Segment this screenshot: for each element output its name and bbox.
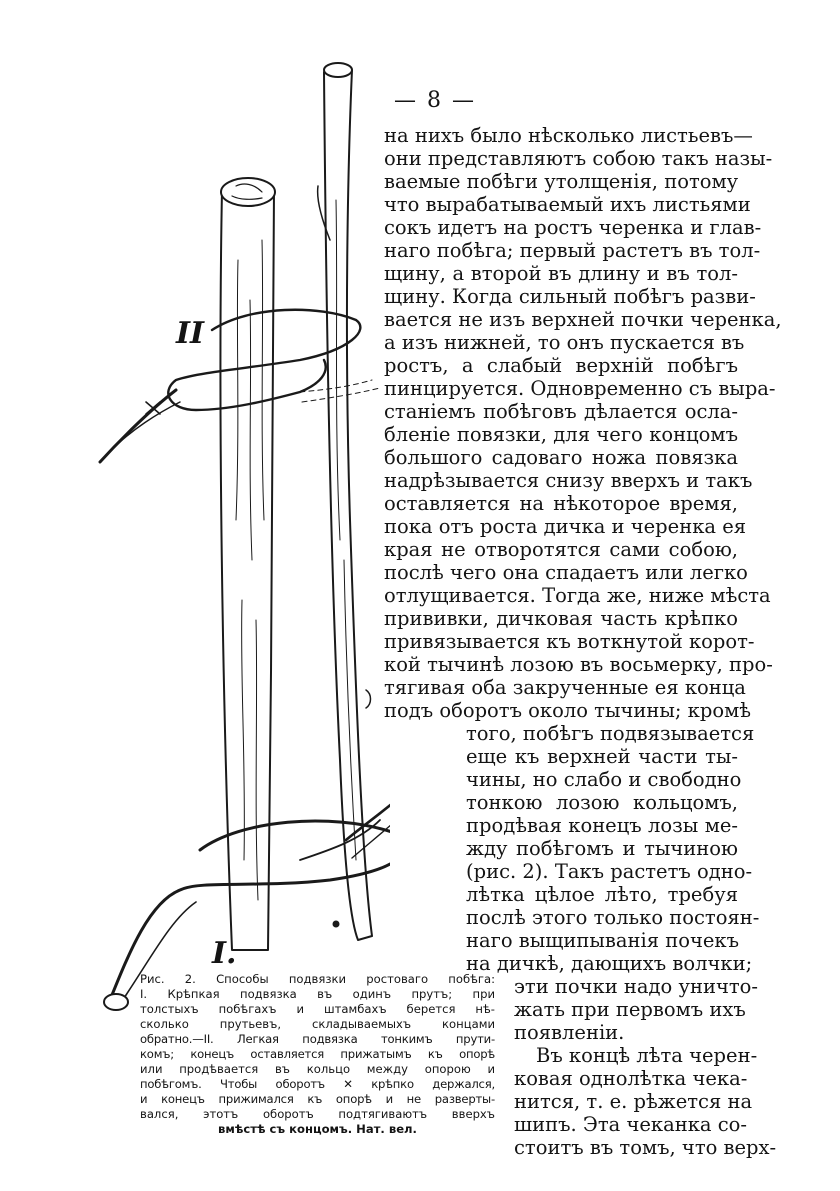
body-text-line: отлущивается. Тогда же, ниже мѣста — [384, 584, 771, 607]
body-text-line: появленіи. — [514, 1021, 625, 1044]
caption-line: и конецъ прижимался къ опорѣ и не разверты- — [140, 1092, 495, 1106]
body-text-line: тягивая оба закрученные ея конца — [384, 676, 746, 699]
body-text-line: ростъ, а слабый верхній побѣгъ — [384, 354, 738, 377]
figure-label-ii: II — [176, 316, 205, 351]
body-text-line: чины, но слабо и свободно — [466, 768, 742, 791]
caption-line: комъ; конецъ оставляется прижатымъ къ опорѣ — [140, 1047, 495, 1061]
body-text-line: того, побѣгъ подвязывается — [466, 722, 755, 745]
body-text-line: жду побѣгомъ и тычиною — [466, 837, 738, 860]
body-text-line: прививки, дичковая часть крѣпко — [384, 607, 738, 630]
shoot-top — [324, 63, 352, 77]
body-text-line: надрѣзывается снизу вверхъ и такъ — [384, 469, 753, 492]
page-number: — 8 — — [394, 88, 476, 113]
body-text-line: шипъ. Эта чеканка со- — [514, 1113, 747, 1136]
body-text-line: наго побѣга; первый растетъ въ тол- — [384, 239, 761, 262]
body-text-line: станіемъ побѣговъ дѣлается осла- — [384, 400, 738, 423]
figure-label-i: I. — [212, 936, 237, 971]
body-text-line: тонкою лозою кольцомъ, — [466, 791, 738, 814]
body-text-line: послѣ этого только постоян- — [466, 906, 760, 929]
caption-line: обратно.—II. Легкая подвязка тонкимъ прути- — [140, 1032, 495, 1046]
body-text-line: пока отъ роста дичка и черенка ея — [384, 515, 747, 538]
caption-line: толстыхъ побѣгахъ и штамбахъ берется нѣ- — [140, 1002, 495, 1016]
body-text-line: привязывается къ воткнутой корот- — [384, 630, 755, 653]
body-text-line: на нихъ было нѣсколько листьевъ— — [384, 124, 753, 147]
body-text-line: лѣтка цѣлое лѣто, требуя — [466, 883, 738, 906]
body-text-line: подъ оборотъ около тычины; кромѣ — [384, 699, 751, 722]
caption-line: или продѣвается въ кольцо между опорою и — [140, 1062, 495, 1076]
body-text-line: а изъ нижней, то онъ пускается въ — [384, 331, 745, 354]
body-text-line: ковая однолѣтка чека- — [514, 1067, 748, 1090]
body-text-line: оставляется на нѣкоторое время, — [384, 492, 738, 515]
caption-line: сколько прутьевъ, складываемыхъ концами — [140, 1017, 495, 1031]
body-text-line: послѣ чего она спадаетъ или легко — [384, 561, 748, 584]
body-text-line: ваемые побѣги утолщенія, потому — [384, 170, 739, 193]
stake-top — [221, 178, 275, 206]
body-text-line: жать при первомъ ихъ — [514, 998, 746, 1021]
grafting-tie-illustration — [90, 50, 390, 1050]
body-text-line: продѣвая конецъ лозы ме- — [466, 814, 738, 837]
body-text-line: Въ концѣ лѣта черен- — [536, 1044, 758, 1067]
caption-line: I. Крѣпкая подвязка въ одинъ прутъ; при — [140, 987, 495, 1001]
body-text-line: эти почки надо уничто- — [514, 975, 758, 998]
body-text-line: что вырабатываемый ихъ листьями — [384, 193, 751, 216]
body-text-line: пинцируется. Одновременно съ выра- — [384, 377, 776, 400]
body-text-line: кой тычинѣ лозою въ восьмерку, про- — [384, 653, 773, 676]
body-text-line: щину. Когда сильный побѣгъ разви- — [384, 285, 756, 308]
body-text-line: края не отворотятся сами собою, — [384, 538, 738, 561]
caption-line: побѣгомъ. Чтобы оборотъ ✕ крѣпко держался, — [140, 1077, 495, 1091]
body-text-line: еще къ верхней части ты- — [466, 745, 738, 768]
caption-line: вался, этотъ оборотъ подтягиваютъ вверхъ — [140, 1107, 495, 1121]
shoot — [324, 70, 372, 940]
body-text-line: наго выщипыванія почекъ — [466, 929, 740, 952]
body-text-line: (рис. 2). Такъ растетъ одно- — [466, 860, 753, 883]
body-text-line: щину, а второй въ длину и въ тол- — [384, 262, 738, 285]
body-text-line: на дичкѣ, дающихъ волчки; — [466, 952, 753, 975]
caption-line: Рис. 2. Способы подвязки ростоваго побѣга: — [140, 972, 495, 986]
body-text-line: сокъ идетъ на ростъ черенка и глав- — [384, 216, 762, 239]
body-text-line: вается не изъ верхней почки черенка, — [384, 308, 782, 331]
body-text-line: стоитъ въ томъ, что верх- — [514, 1136, 777, 1159]
body-text-line: большого садоваго ножа повязка — [384, 446, 738, 469]
body-text-line: они представляютъ собою такъ назы- — [384, 147, 773, 170]
body-text-line: бленіе повязки, для чего концомъ — [384, 423, 738, 446]
caption-line: вмѣстѣ съ концомъ. Нат. вел. — [218, 1122, 417, 1136]
body-text-line: нится, т. е. рѣжется на — [514, 1090, 753, 1113]
